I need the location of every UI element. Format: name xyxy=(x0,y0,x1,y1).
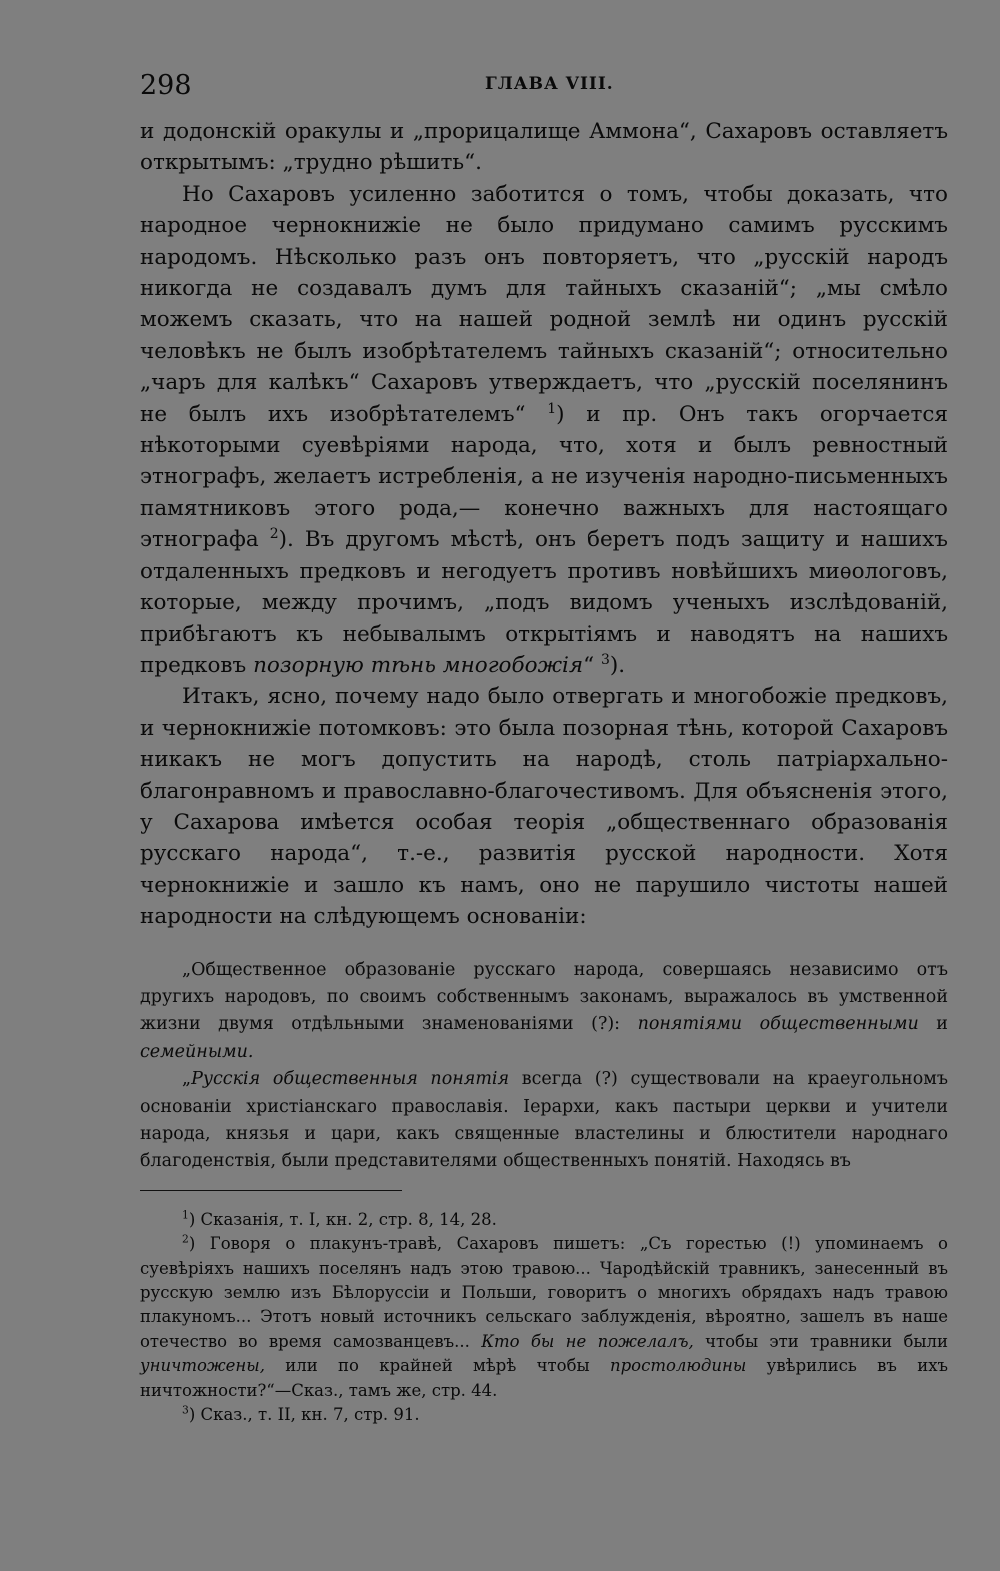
footnote-separator xyxy=(140,1182,948,1208)
footnote-2-text-a: ) Говоря о плакунъ-травѣ, Сахаровъ пишетъ: „Съ горестью (!) упоминаемъ о суевѣріяхъ нашихъ поселянъ надъ этою травою... Чародѣйскій травникъ, занесенный въ русскую землю изъ Бѣлоруссіи и Польши, говоритъ о многихъ обрядахъ надъ травою плакуномъ... Этотъ новый источникъ сельскаго заблужденія, вѣроятно, зашелъ въ наше отечество во время самозванцевъ... xyxy=(140,1234,948,1351)
paragraph-2-italic: позорную тѣнь многобожія xyxy=(253,652,584,678)
footnote-ref-2: 2 xyxy=(269,526,279,543)
quote-2-italic: Русскія общественныя понятія xyxy=(191,1069,510,1090)
footnote-rule xyxy=(140,1190,402,1191)
paragraph-1-text: и додонскій оракулы и „прорицалище Аммона“, Сахаровъ оставляетъ открытымъ: „трудно рѣшить“. xyxy=(140,119,948,176)
paragraph-3-text: Итакъ, ясно, почему надо было отвергать и многобожіе предковъ, и чернокнижіе потомковъ: это была позорная тѣнь, которой Сахаровъ никакъ не могъ допустить на народѣ, столь патріархально-благонравномъ и православно-благочестивомъ. Для объясненія этого, у Сахарова имѣется особая теорія „общественнаго образованія русскаго народа“, т.-е., развитія русской народности. Хотя чернокнижіе и зашло къ намъ, оно не парушило чистоты нашей народности на слѣдующемъ основаніи: xyxy=(140,684,948,930)
footnote-3 xyxy=(140,1403,948,1427)
quote-1-text-a: „Общественное образованіе русскаго народа, совершаясь независимо отъ другихъ народовъ, по своимъ собственнымъ законамъ, выражалось въ умственной жизни двумя отдѣльными знаменованіями (?): xyxy=(140,959,948,1035)
footnote-3-mark: 3 xyxy=(182,1403,189,1417)
paragraph-2-text-a: Но Сахаровъ усиленно заботится о томъ, чтобы доказать, что народное чернокнижіе не было придумано самимъ русскимъ народомъ. Нѣсколько разъ онъ повторяетъ, что „русскій народъ никогда не создавалъ думъ для тайныхъ сказаній“; „мы смѣло можемъ сказать, что на нашей родной землѣ ни одинъ русскій человѣкъ не былъ изобрѣтателемъ тайныхъ сказаній“; относительно „чаръ для калѣкъ“ Сахаровъ утверждаетъ, что „русскій поселянинъ не былъ ихъ изобрѣтателемъ“ xyxy=(140,181,948,427)
block-quote xyxy=(140,957,948,1176)
footnote-3-text: ) Сказ., т. II, кн. 7, стр. 91. xyxy=(188,1405,420,1425)
footnote-1-text: ) Сказанія, т. I, кн. 2, стр. 8, 14, 28. xyxy=(188,1209,497,1229)
quote-1-italic: понятіями общественными xyxy=(637,1014,919,1035)
paragraph-2 xyxy=(140,179,948,682)
footnote-2-text-d: увѣрились въ ихъ ничтожности?“—Сказ., тамъ же, стр. 44. xyxy=(140,1356,948,1400)
page-number: 298 xyxy=(140,70,192,101)
footnote-2-text-c: или по крайней мѣрѣ чтобы xyxy=(285,1356,590,1376)
footnote-2-italic-2: уничтожены, xyxy=(140,1356,265,1376)
paragraph-2-text-b: ) и пр. Онъ такъ огорчается нѣкоторыми суевѣріями народа, что, хотя и былъ ревностный этнографъ, желаетъ истребленія, а не изученія народно-письменныхъ памятниковъ этого рода,— конечно важныхъ для настоящаго этнографа xyxy=(140,401,948,553)
quote-paragraph-2 xyxy=(140,1066,948,1176)
quote-1-text-b: и xyxy=(936,1014,948,1035)
footnote-2-text-b: чтобы эти травники были xyxy=(705,1331,949,1351)
footnotes xyxy=(140,1208,948,1428)
footnote-2-italic-1: Кто бы не пожелалъ, xyxy=(481,1331,694,1351)
footnote-2-italic-3: простолюдины xyxy=(609,1356,747,1376)
paragraph-1 xyxy=(140,116,948,179)
main-text xyxy=(140,116,948,933)
quote-paragraph-1 xyxy=(140,957,948,1067)
page-header xyxy=(140,64,948,116)
paragraph-2-text-c: ). Въ другомъ мѣстѣ, онъ беретъ подъ защиту и нашихъ отдаленныхъ предковъ и негодуетъ противъ новѣйшихъ миѳологовъ, которые, между прочимъ, „подъ видомъ ученыхъ изслѣдованій, прибѣгаютъ къ небывалымъ открытіямъ и наводятъ на нашихъ предковъ xyxy=(140,527,948,678)
footnote-ref-3: 3 xyxy=(600,651,610,668)
paragraph-3 xyxy=(140,681,948,932)
running-head: ГЛАВА VIII. xyxy=(485,74,614,94)
quote-2-text: всегда (?) существовали на краеугольномъ основаніи христіанскаго православія. Іерархи, какъ пастыри церкви и учители народа, князья и цари, какъ священные властелины и блюстители народнаго благоденствія, были представителями общественныхъ понятій. Находясь въ xyxy=(140,1069,948,1172)
quote-1-italic-2: семейными. xyxy=(140,1041,254,1062)
footnote-2-mark: 2 xyxy=(182,1232,189,1246)
footnote-2 xyxy=(140,1232,948,1403)
quote-2-open-mark: „ xyxy=(182,1069,192,1090)
footnote-ref-1: 1 xyxy=(547,400,557,417)
footnote-1-mark: 1 xyxy=(182,1208,189,1222)
footnote-1 xyxy=(140,1208,948,1232)
paragraph-2-text-d: “ xyxy=(583,652,595,678)
paragraph-2-text-e: ). xyxy=(609,652,626,678)
